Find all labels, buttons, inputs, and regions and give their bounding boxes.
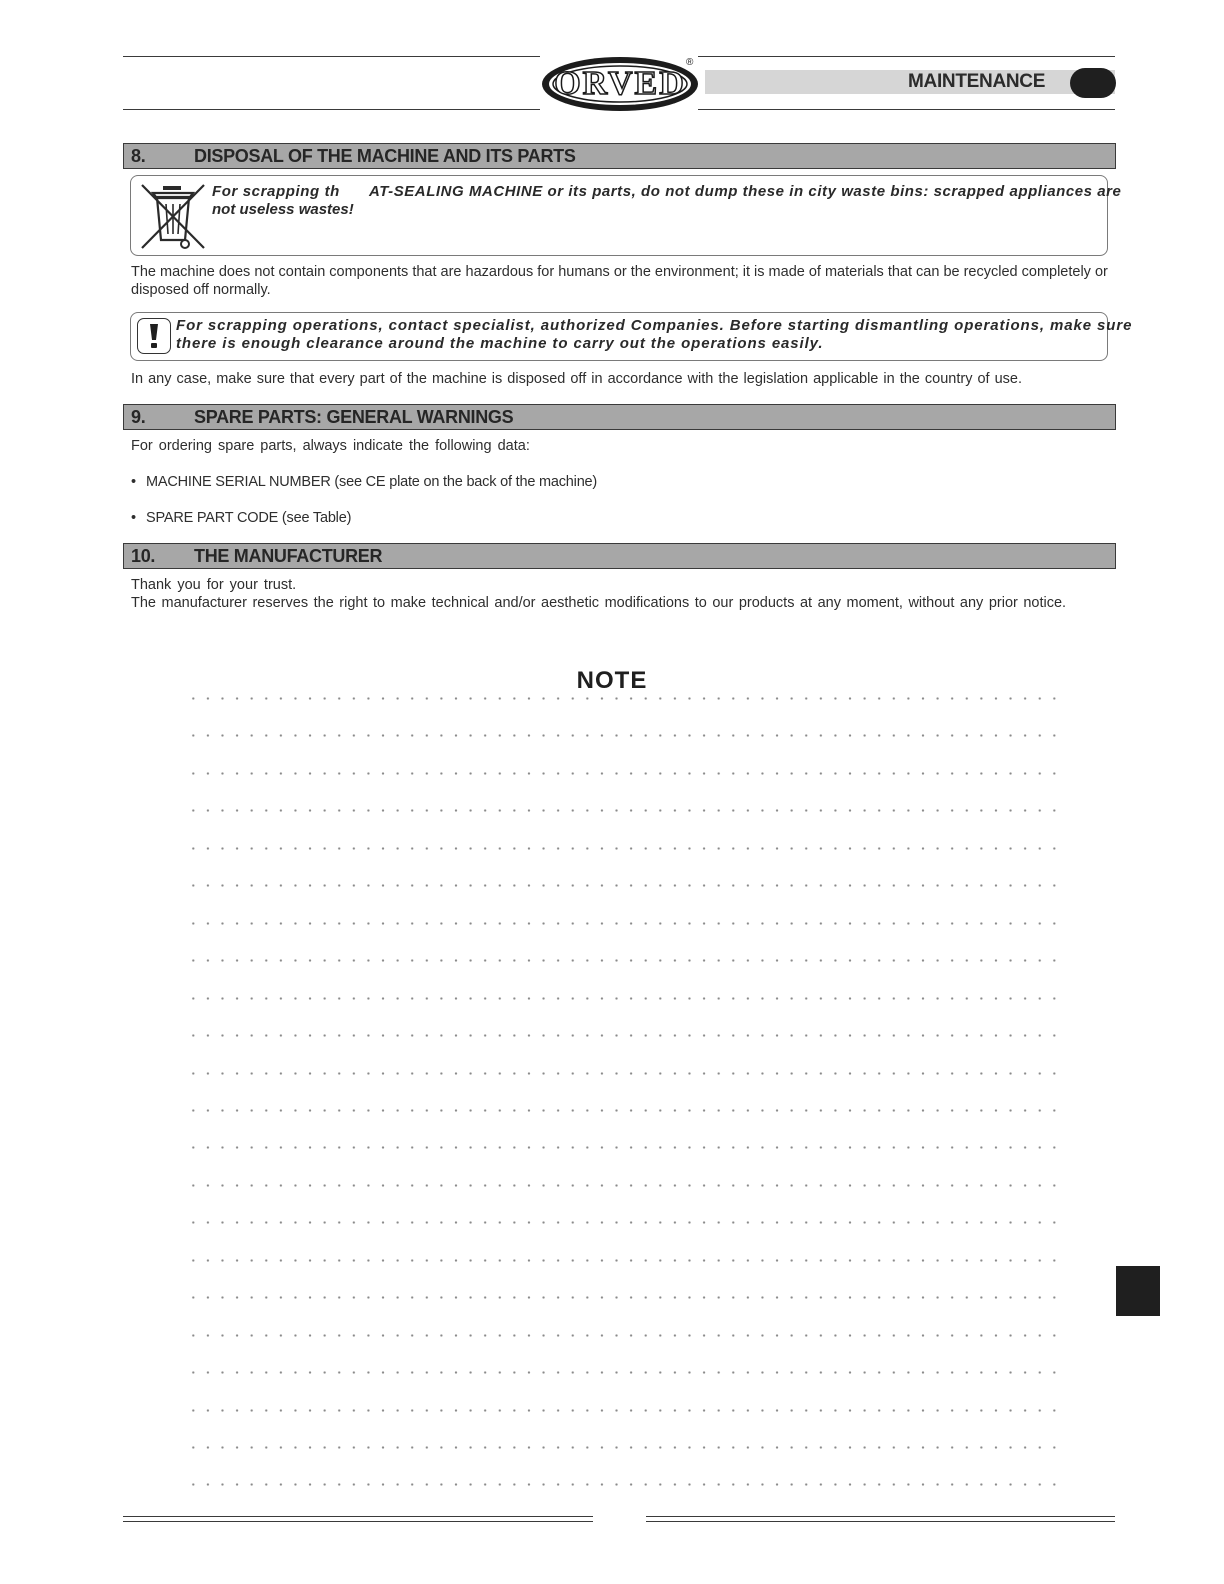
note-dotted-line [186,1409,1056,1412]
disposal-paragraph-2: In any case, make sure that every part of the machine is disposed off in accordance with the legislation applicable in the country of use. [131,371,1023,387]
note-dotted-line [186,1072,1056,1075]
footer-rule-left-2 [123,1521,593,1522]
header-rule-top-left [123,56,540,57]
note-dotted-line [186,1296,1056,1299]
spare-parts-intro: For ordering spare parts, always indicate the following data: [131,438,530,454]
header-rule-bottom-right [698,109,1115,110]
section-title: DISPOSAL OF THE MACHINE AND ITS PARTS [194,146,576,166]
side-page-tab [1116,1266,1160,1316]
note-dotted-line [186,997,1056,1000]
note-dotted-line [186,1221,1056,1224]
disposal-notice-line1a: For scrapping th [212,183,340,200]
footer-rule-right-2 [646,1521,1115,1522]
note-dotted-line [186,1259,1056,1262]
orved-logo [540,55,700,113]
note-dotted-line [186,1483,1056,1486]
header-rule-bottom-left [123,109,540,110]
registered-mark: ® [686,57,694,68]
section-label-pill [1070,68,1116,98]
section-number: 9. [131,407,146,427]
disposal-paragraph-1: The machine does not contain components that are hazardous for humans or the environment; it is made of materials that can be recycled completely or disposed off normally. [131,264,1108,298]
note-dotted-line [186,847,1056,850]
note-dotted-line [186,809,1056,812]
section-title: SPARE PARTS: GENERAL WARNINGS [194,407,514,427]
note-dotted-line [186,734,1056,737]
disposal-notice-line1b: AT-SEALING MACHINE or its parts, do not dump these in city waste bins: scrapped appliances are [369,183,1122,200]
section-heading-spare-parts [123,404,1116,430]
footer-rule-right-1 [646,1516,1115,1517]
note-dotted-line [186,1109,1056,1112]
section-heading-manufacturer [123,543,1116,569]
note-dotted-line [186,1184,1056,1187]
section-title: THE MANUFACTURER [194,546,383,566]
note-dotted-line [186,922,1056,925]
section-label: MAINTENANCE [908,71,1046,92]
header-rule-top-right [698,56,1115,57]
manufacturer-line-2: The manufacturer reserves the right to make technical and/or aesthetic modifications to our products at any moment, without any prior notice. [131,595,1067,611]
note-dotted-line [186,1446,1056,1449]
note-dotted-line [186,697,1056,700]
spare-parts-bullet-serial: MACHINE SERIAL NUMBER (see CE plate on the back of the machine) [146,474,598,490]
spare-parts-bullet-code: SPARE PART CODE (see Table) [146,510,352,526]
warning-box [130,312,1133,361]
exclamation-warning-icon [137,318,171,354]
warning-line1: For scrapping operations, contact specialist, authorized Companies. Before starting dismantling operations, make sure [176,317,1133,334]
note-title: NOTE [576,667,648,694]
disposal-notice-line2: not useless wastes! [212,201,354,218]
note-dotted-line [186,1371,1056,1374]
note-dotted-line [186,1334,1056,1337]
note-dotted-line [186,1034,1056,1037]
note-dotted-line [186,884,1056,887]
note-dotted-line [186,772,1056,775]
note-dotted-line [186,959,1056,962]
warning-line2: there is enough clearance around the machine to carry out the operations easily. [176,335,824,352]
note-dotted-line [186,1146,1056,1149]
footer-rule-left-1 [123,1516,593,1517]
manufacturer-line-1: Thank you for your trust. [131,577,297,593]
disposal-notice-box [130,175,1122,256]
crossed-out-wheelie-bin-icon [139,182,207,250]
bullet-marker: • [131,474,137,490]
section-number: 8. [131,146,146,166]
section-number: 10. [131,546,156,566]
logo-wordmark: ORVED [554,65,686,102]
section-heading-disposal [123,143,1116,169]
bullet-marker: • [131,510,137,526]
